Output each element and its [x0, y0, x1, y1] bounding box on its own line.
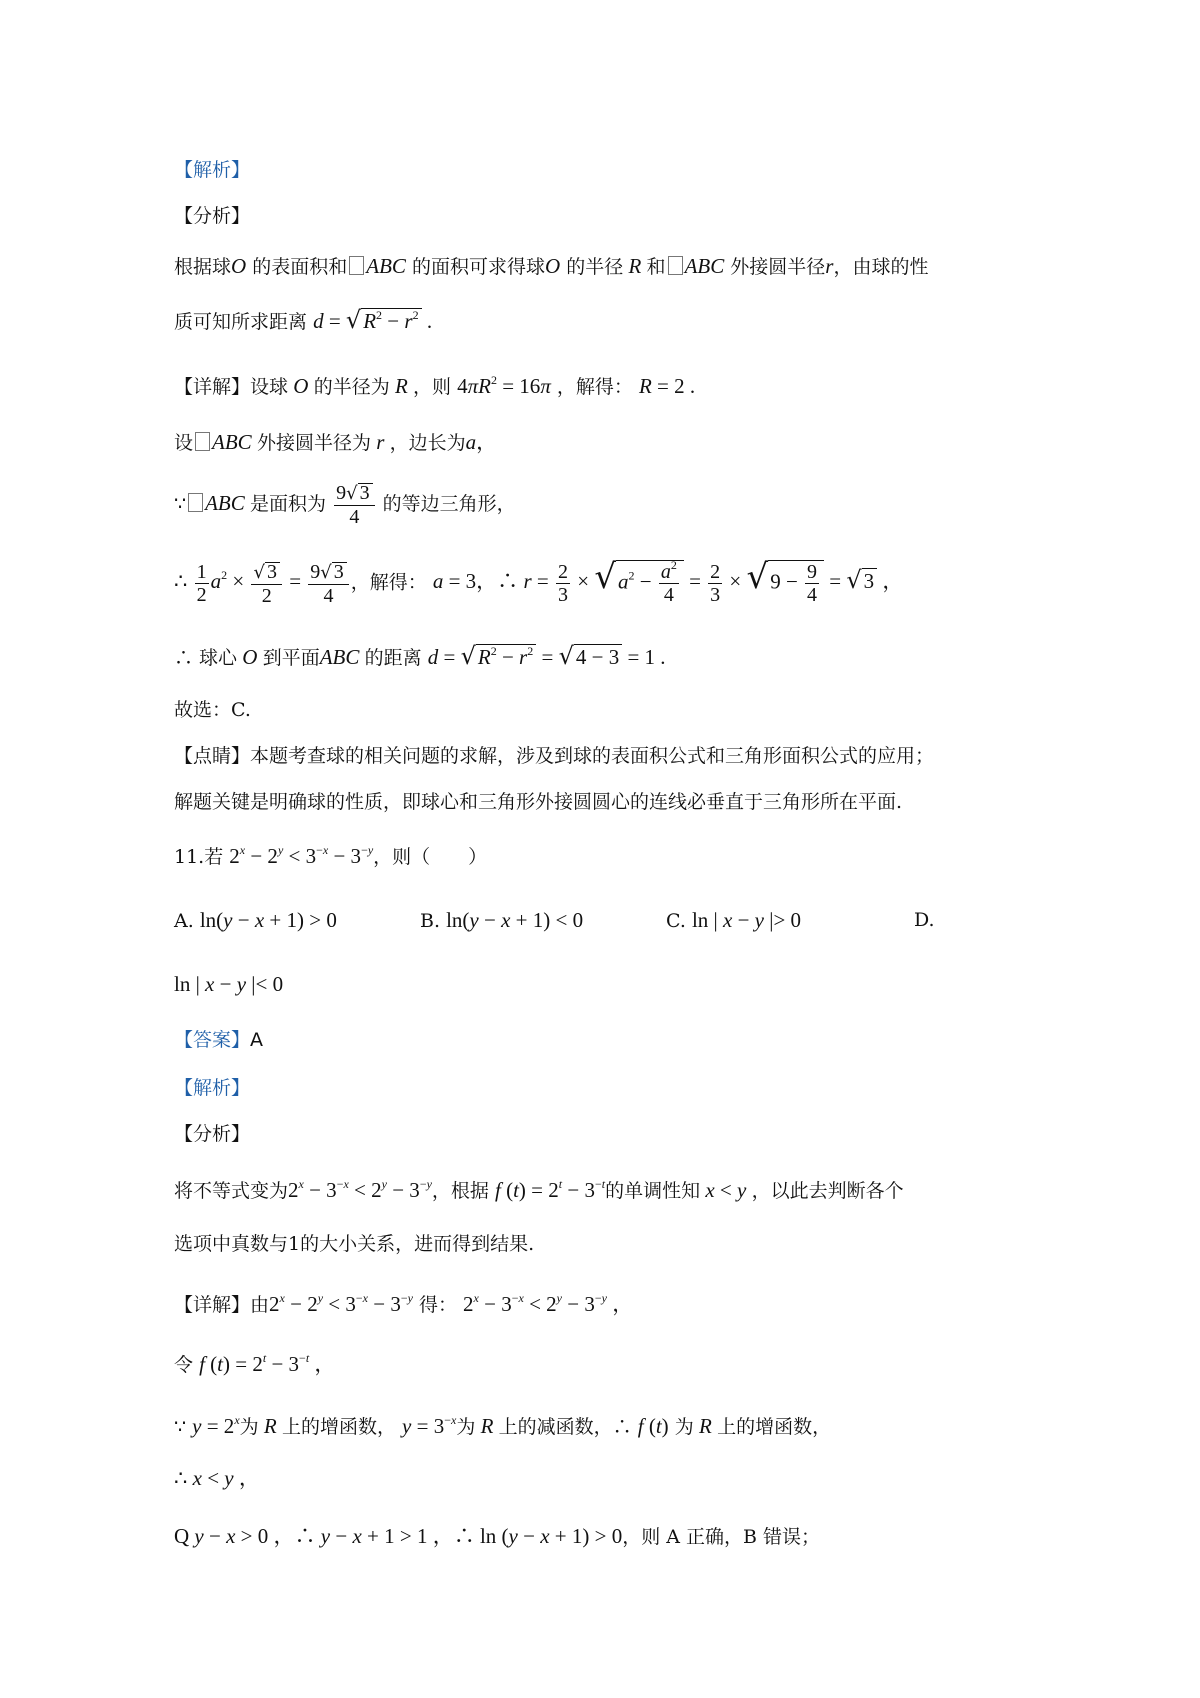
option-d-content — [174, 970, 283, 999]
math: O — [544, 254, 561, 278]
math: ， — [476, 430, 498, 454]
label-jiexi: 【解析】 — [174, 159, 251, 181]
text: 根据球 — [174, 256, 232, 278]
math: a — [465, 430, 477, 454]
option-b — [420, 906, 583, 935]
text: 选项中真数与1的大小关系，进而得到结果. — [174, 1233, 535, 1255]
xiangjie-line-1 — [174, 372, 695, 401]
math: R — [389, 374, 414, 398]
fenxi-line-2 — [174, 306, 432, 336]
xiangjie-line-4 — [174, 557, 904, 607]
math-formula: x < y — [705, 1178, 747, 1202]
text: 质可知所求距离 — [174, 311, 308, 333]
text: 的面积可求得球 — [411, 256, 545, 278]
label-dianjing: 【点睛】 — [174, 745, 251, 767]
xiangjie-line-3 — [174, 482, 516, 528]
math-formula: ∴ $\frac{1}{2}$ $a^2$ × $\frac{√ 3}{2}$ = $\frac{9√ 3}{4}$ — [174, 569, 351, 593]
math-formula: Q y − x > 0 ，∴ y − x + 1 > 1 ，∴ ln (y − x + 1) > 0 — [174, 1524, 623, 1548]
option-label: C. — [666, 910, 686, 932]
text: 是面积为 — [250, 493, 327, 515]
math: O — [231, 254, 247, 278]
math: r — [825, 254, 834, 278]
option-c — [666, 906, 801, 935]
option-d — [914, 906, 935, 934]
text: 故选：C. — [174, 699, 251, 721]
text: ，以此去判断各个 — [751, 1180, 904, 1202]
text: ，则 — [413, 376, 452, 398]
text: 设 — [174, 432, 194, 454]
section-label-fenxi-2 — [174, 1120, 250, 1148]
text: 将不等式变为 — [174, 1180, 289, 1202]
text: ∵ — [174, 1416, 187, 1438]
label-fenxi: 【分析】 — [174, 205, 251, 227]
xiangjie-line-2 — [174, 428, 497, 457]
section-label-jiexi — [174, 156, 250, 184]
dianjing-line-2 — [174, 788, 902, 816]
text: 本题考查球的相关问题的求解，涉及到球的表面积公式和三角形面积公式的应用； — [250, 745, 935, 767]
fenxi2-line-1 — [174, 1176, 904, 1205]
text: ，解得： — [556, 376, 633, 398]
text: ，根据 — [431, 1180, 489, 1202]
math-formula: $2^x - 3^{-x} < 2^y - 3^{-y}$ — [288, 1177, 432, 1202]
missing-glyph-box — [349, 256, 364, 275]
math: O — [288, 374, 314, 398]
math: O — [237, 645, 263, 669]
option-label: D. — [914, 909, 935, 931]
text: 的半径 — [566, 256, 624, 278]
text: 上的增函数， — [717, 1416, 832, 1438]
text: 由 — [250, 1294, 270, 1316]
option-label: A. — [174, 910, 194, 932]
xiangjie2-line-3 — [174, 1412, 831, 1441]
math: R — [258, 1414, 282, 1438]
text: 的表面积和 — [252, 256, 348, 278]
fraction: $\frac{9√ 3}{4}$ — [334, 482, 374, 528]
text: 的半径为 — [313, 376, 390, 398]
text: 外接圆半径 — [730, 256, 826, 278]
text: 上的减函数，∴ — [498, 1416, 632, 1438]
text: 的等边三角形， — [382, 493, 516, 515]
option-a — [174, 906, 337, 935]
text: ，由球的性 — [833, 256, 929, 278]
math-formula: ln | x − y |< 0 — [174, 972, 284, 996]
math: ABC — [684, 254, 725, 278]
missing-glyph-box — [188, 493, 203, 512]
math: ABC — [212, 430, 257, 454]
math: ABC — [205, 491, 251, 515]
section-label-fenxi — [174, 202, 250, 230]
math: ABC — [319, 645, 365, 669]
text: ∴ 球心 — [174, 647, 238, 669]
text: 为 — [239, 1416, 259, 1438]
math-formula: $2^x - 2^y < 3^{-x} - 3^{-y}$ — [229, 843, 374, 868]
text: ，则 A 正确，B 错误； — [622, 1526, 821, 1548]
math-formula: $y = 2^x$ — [192, 1413, 240, 1438]
label-xiangjie: 【详解】 — [174, 1294, 251, 1316]
text: 为 — [674, 1416, 694, 1438]
math-formula: $y = 3^{-x}$ — [402, 1413, 457, 1438]
text: 设球 — [250, 376, 289, 398]
math-formula: $d = √R^2 - r^2$ . — [313, 306, 433, 334]
section-label-jiexi-2 — [174, 1074, 250, 1102]
math-formula: $2^x - 3^{-x} < 2^y - 3^{-y}$ ， — [463, 1291, 634, 1316]
xiangjie2-line-1 — [174, 1290, 633, 1319]
xiangjie2-line-5 — [174, 1522, 820, 1551]
answer-line — [174, 1026, 263, 1054]
math: R — [475, 1414, 499, 1438]
fenxi-line-1 — [174, 252, 929, 281]
guxuan-line — [174, 696, 251, 724]
missing-glyph-box — [668, 256, 683, 275]
text: 上的增函数， — [281, 1416, 396, 1438]
math-formula: ∴ x < y ， — [174, 1466, 260, 1490]
text: 令 — [174, 1354, 194, 1376]
text: 得： — [418, 1294, 457, 1316]
math: R — [693, 1414, 718, 1438]
text: ∵ — [174, 493, 187, 515]
missing-glyph-box — [195, 432, 210, 451]
math-formula: ln | x − y |> 0 — [691, 908, 802, 932]
math: R — [623, 254, 647, 278]
text: ，则（ ） — [373, 846, 488, 868]
math-formula: R = 2 . — [638, 374, 696, 398]
math-formula: ln(y − x + 1) > 0 — [199, 908, 337, 932]
math-formula: $2^x - 2^y < 3^{-x} - 3^{-y}$ — [269, 1291, 413, 1316]
math: r — [370, 430, 390, 454]
text: 解题关键是明确球的性质，即球心和三角形外接圆圆心的连线必垂直于三角形所在平面. — [174, 791, 903, 813]
xiangjie2-line-4 — [174, 1464, 260, 1493]
label-fenxi: 【分析】 — [174, 1123, 251, 1145]
text: 和 — [646, 256, 666, 278]
label-xiangjie: 【详解】 — [174, 376, 251, 398]
math-formula: a = 3，∴ r = $\frac{2}{3}$ × $√a^2$ − $\frac{a^2}{4}$ = $\frac{2}{3}$ × √9 − $\frac{9}{4}$ = √3 ， — [432, 557, 904, 606]
text: 11.若 — [174, 846, 224, 868]
text: 到平面 — [262, 647, 320, 669]
math-formula: f $(t) = 2^t - 3^{-t}$ — [494, 1177, 606, 1202]
xiangjie-line-5 — [174, 642, 666, 672]
dianjing-line-1 — [174, 742, 934, 770]
label-jiexi: 【解析】 — [174, 1077, 251, 1099]
question-11-stem — [174, 842, 487, 871]
fenxi2-line-2 — [174, 1230, 534, 1258]
label-daan: 【答案】 — [174, 1029, 251, 1051]
math-formula: $4\pi R^2 = 16\pi$ — [457, 373, 551, 398]
math-formula: $d = √R^2 - r^2 = √4 - 3 = 1$ . — [427, 642, 666, 670]
math-formula: f (t) — [637, 1414, 669, 1438]
text: 的单调性知 — [605, 1180, 701, 1202]
xiangjie2-line-2 — [174, 1350, 335, 1379]
text: 的距离 — [364, 647, 422, 669]
text: ，边长为 — [389, 432, 466, 454]
text: 为 — [456, 1416, 476, 1438]
text: ，解得： — [350, 571, 427, 594]
text: 外接圆半径为 — [256, 432, 371, 454]
math-formula: ln(y − x + 1) < 0 — [446, 908, 584, 932]
math: ABC — [366, 254, 406, 278]
option-label: B. — [420, 910, 441, 932]
math-formula: f $(t) = 2^t - 3^{-t}$ ， — [199, 1351, 336, 1376]
answer-value: A — [250, 1029, 264, 1051]
